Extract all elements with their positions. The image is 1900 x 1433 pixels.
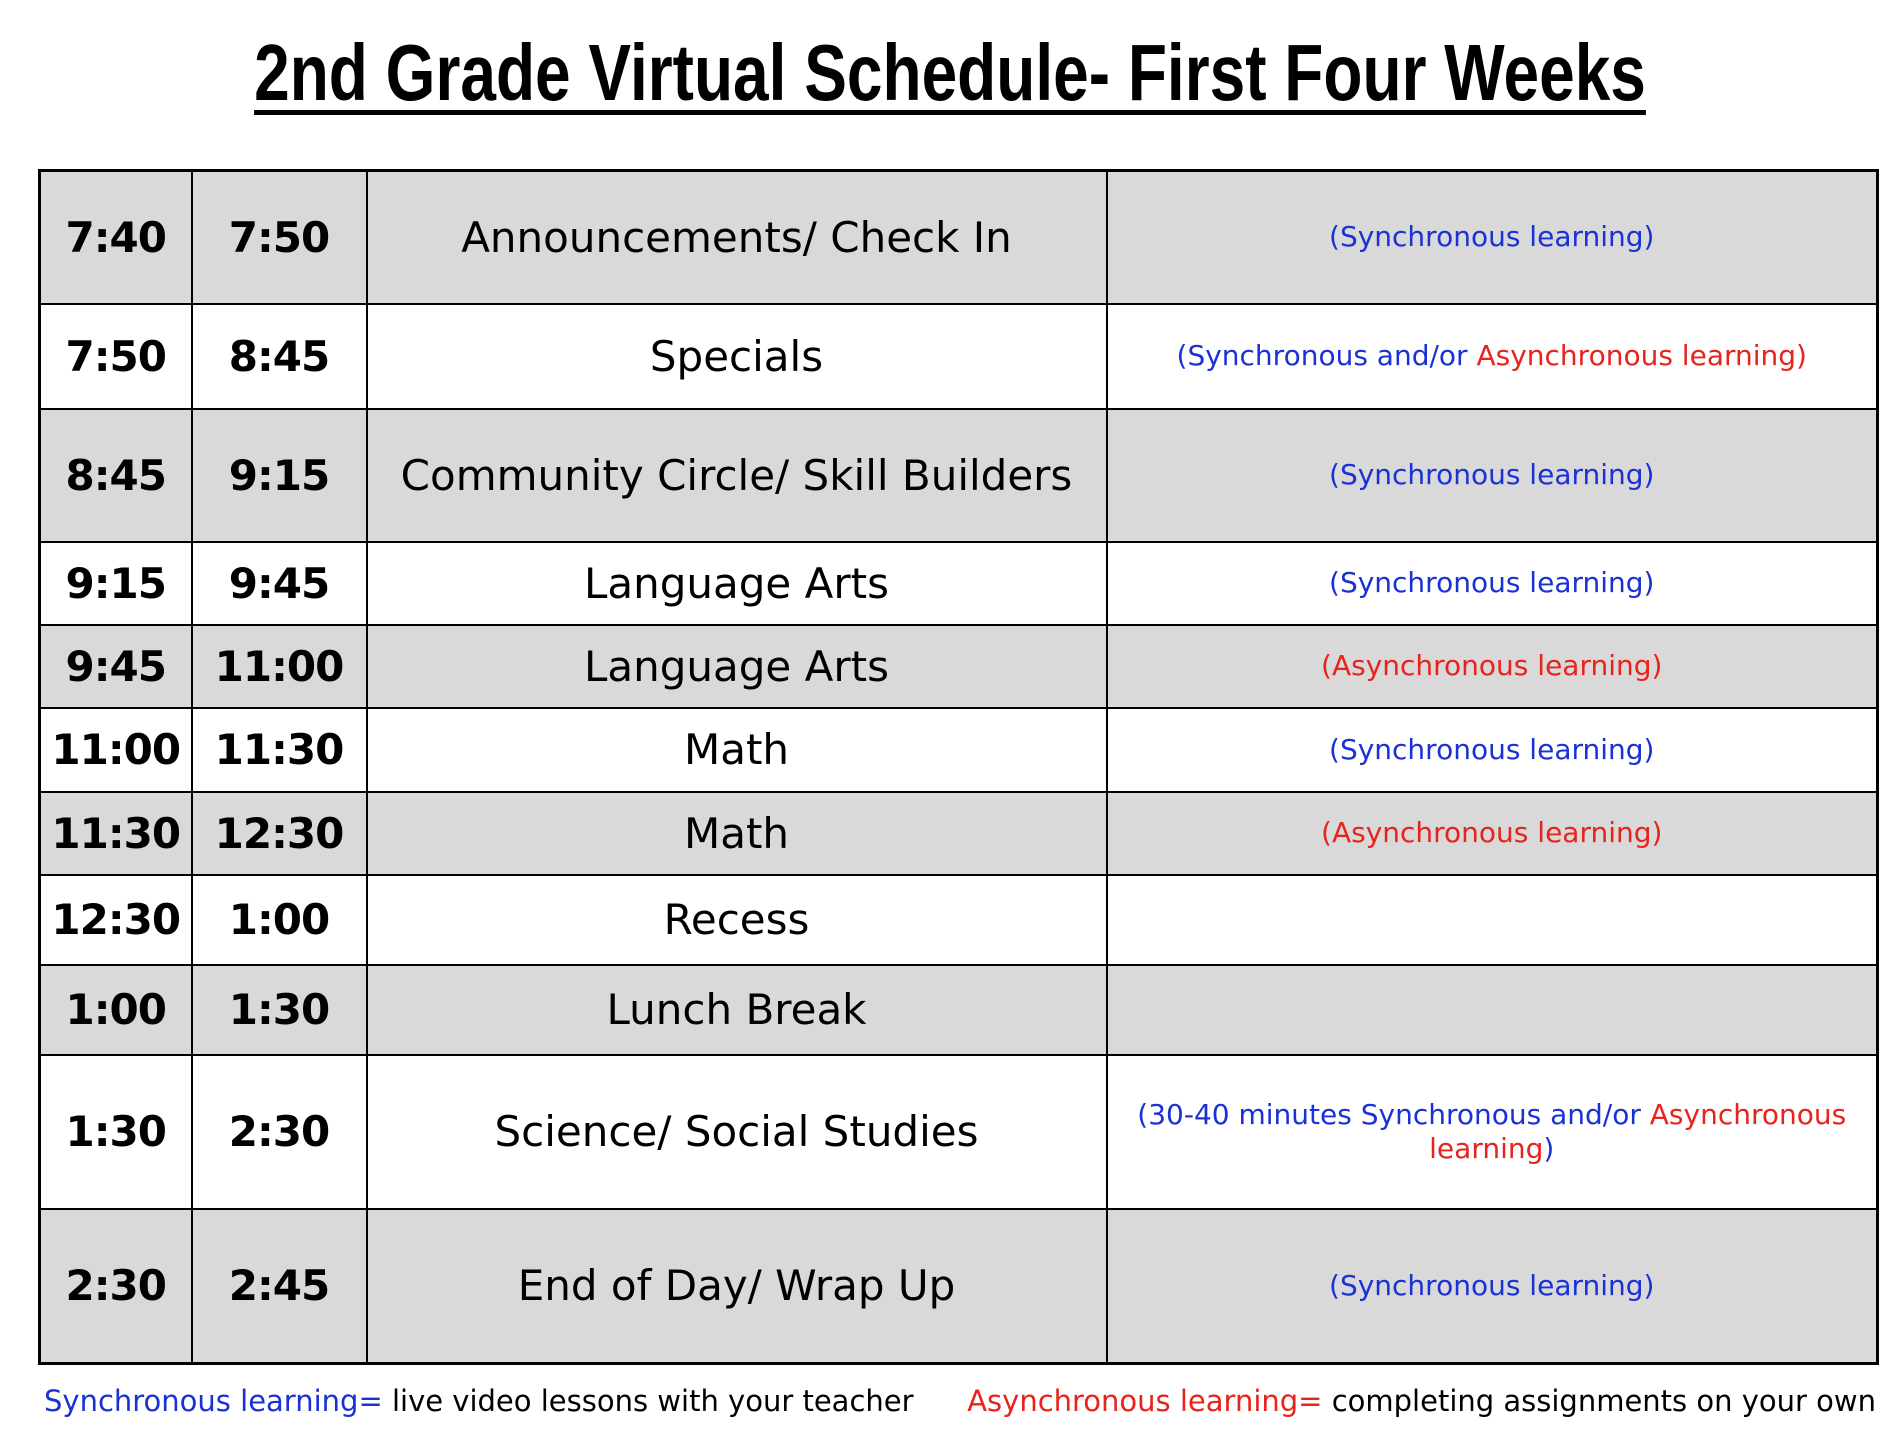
schedule-table [38, 169, 1879, 1365]
note-close-paren: ) [1643, 1268, 1655, 1302]
legend-async-term: Asynchronous learning= [967, 1384, 1323, 1418]
note-asynchronous: Asynchronous learning [1331, 816, 1652, 849]
start-time: 9:45 [40, 625, 192, 708]
learning-mode-note [1107, 304, 1878, 409]
subject: Language Arts [367, 625, 1107, 708]
schedule-row [40, 409, 1878, 542]
note-close-paren: ) [1643, 220, 1655, 254]
start-time: 12:30 [40, 875, 192, 965]
legend-synchronous [44, 1381, 914, 1421]
note-synchronous: Synchronous learning [1339, 1268, 1644, 1302]
start-time: 2:30 [40, 1209, 192, 1364]
start-time: 1:30 [40, 1055, 192, 1209]
schedule-row [40, 875, 1878, 965]
end-time: 1:00 [192, 875, 367, 965]
note-close-paren: ) [1643, 732, 1655, 766]
note-open-paren: ( [1176, 339, 1188, 372]
schedule-row [40, 625, 1878, 708]
subject: Math [367, 792, 1107, 875]
subject: Recess [367, 875, 1107, 965]
schedule-row [40, 708, 1878, 792]
start-time: 8:45 [40, 409, 192, 542]
legend-async-description: completing assignments on your own [1322, 1384, 1876, 1418]
end-time: 7:50 [192, 171, 367, 304]
start-time: 9:15 [40, 542, 192, 625]
note-synchronous: Synchronous learning [1339, 458, 1644, 491]
learning-mode-note [1107, 542, 1878, 625]
legend-asynchronous [967, 1381, 1876, 1421]
learning-mode-note [1107, 708, 1878, 792]
schedule-row [40, 171, 1878, 304]
note-synchronous: 30-40 minutes Synchronous and/or [1148, 1097, 1641, 1131]
subject: End of Day/ Wrap Up [367, 1209, 1107, 1364]
note-space [1641, 1098, 1650, 1131]
start-time: 11:00 [40, 708, 192, 792]
page-title: 2nd Grade Virtual Schedule- First Four Weeks [254, 28, 1646, 117]
note-close-paren: ) [1796, 339, 1807, 372]
note-open-paren: ( [1329, 458, 1340, 491]
legend-sync-term: Synchronous learning= [44, 1384, 383, 1418]
end-time: 12:30 [192, 792, 367, 875]
note-asynchronous: Asynchronous learning [1429, 1097, 1847, 1165]
subject: Announcements/ Check In [367, 171, 1107, 304]
note-synchronous: Synchronous learning [1339, 220, 1644, 254]
legend-sync-description: live video lessons with your teacher [382, 1384, 914, 1418]
schedule-row [40, 965, 1878, 1055]
start-time: 7:40 [40, 171, 192, 304]
subject: Community Circle/ Skill Builders [367, 409, 1107, 542]
learning-mode-note [1107, 792, 1878, 875]
learning-mode-note [1107, 1055, 1878, 1209]
subject: Language Arts [367, 542, 1107, 625]
schedule-row [40, 792, 1878, 875]
schedule-row [40, 304, 1878, 409]
note-open-paren: ( [1329, 1268, 1340, 1302]
note-open-paren: ( [1329, 732, 1340, 766]
schedule-row [40, 1055, 1878, 1209]
end-time: 2:45 [192, 1209, 367, 1364]
end-time: 9:15 [192, 409, 367, 542]
end-time: 2:30 [192, 1055, 367, 1209]
subject: Lunch Break [367, 965, 1107, 1055]
end-time: 1:30 [192, 965, 367, 1055]
note-open-paren: ( [1321, 649, 1332, 682]
learning-mode-note [1107, 171, 1878, 304]
note-synchronous: Synchronous learning [1339, 732, 1644, 766]
note-open-paren: ( [1137, 1097, 1149, 1131]
learning-mode-note [1107, 625, 1878, 708]
note-open-paren: ( [1321, 816, 1332, 849]
start-time: 7:50 [40, 304, 192, 409]
end-time: 9:45 [192, 542, 367, 625]
start-time: 11:30 [40, 792, 192, 875]
note-synchronous: Synchronous learning [1339, 566, 1644, 599]
note-open-paren: ( [1329, 566, 1340, 599]
note-asynchronous: Asynchronous learning [1331, 649, 1652, 682]
end-time: 11:30 [192, 708, 367, 792]
schedule-body [40, 171, 1878, 1364]
note-close-paren: ) [1643, 458, 1655, 491]
note-open-paren: ( [1329, 220, 1340, 254]
subject: Specials [367, 304, 1107, 409]
note-asynchronous: Asynchronous learning [1476, 339, 1797, 372]
start-time: 1:00 [40, 965, 192, 1055]
learning-mode-note [1107, 409, 1878, 542]
schedule-row [40, 1209, 1878, 1364]
end-time: 8:45 [192, 304, 367, 409]
note-close-paren: ) [1651, 649, 1663, 682]
learning-mode-note [1107, 965, 1878, 1055]
learning-mode-note [1107, 875, 1878, 965]
subject: Math [367, 708, 1107, 792]
note-close-paren: ) [1643, 566, 1655, 599]
schedule-row [40, 542, 1878, 625]
note-synchronous: Synchronous and/or [1187, 339, 1468, 372]
learning-mode-note [1107, 1209, 1878, 1364]
note-close-paren: ) [1651, 816, 1663, 849]
note-close-paren: ) [1543, 1131, 1555, 1165]
subject: Science/ Social Studies [367, 1055, 1107, 1209]
end-time: 11:00 [192, 625, 367, 708]
